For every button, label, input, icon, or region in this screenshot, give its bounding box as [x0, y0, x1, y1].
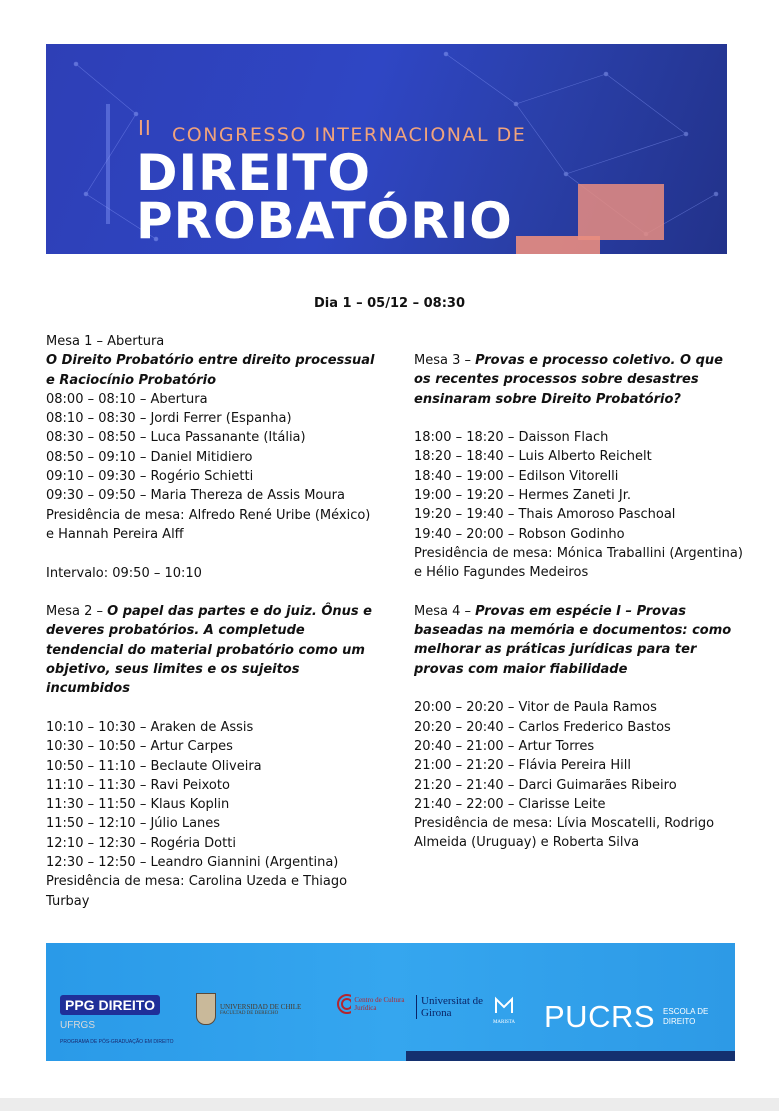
- schedule-line: Intervalo: 09:50 – 10:10: [46, 565, 202, 581]
- banner-title-line1: DIREITO: [136, 144, 371, 202]
- schedule-line: 11:50 – 12:10 – Júlio Lanes: [46, 816, 221, 832]
- session-topic: Provas e processo coletivo. O que os recentes processos sobre desastres ensinaram sobre Direito Probatório?: [414, 353, 723, 407]
- left-schedule-column: [46, 332, 376, 911]
- schedule-line: Presidência de mesa: Mónica Traballini (Argentina) e Hélio Fagundes Medeiros: [414, 545, 743, 581]
- spacer: [46, 699, 376, 718]
- right-schedule-column: [414, 351, 744, 853]
- spacer: [414, 583, 744, 602]
- schedule-line: 09:30 – 09:50 – Maria Thereza de Assis Moura: [46, 488, 345, 504]
- schedule-line: 19:40 – 20:00 – Robson Godinho: [414, 526, 625, 542]
- schedule-line: 20:40 – 21:00 – Artur Torres: [414, 738, 595, 754]
- schedule-line: 12:10 – 12:30 – Rogéria Dotti: [46, 835, 236, 851]
- schedule-line: 19:00 – 19:20 – Hermes Zaneti Jr.: [414, 488, 631, 504]
- session-heading: [414, 602, 744, 679]
- schedule-line: 10:10 – 10:30 – Araken de Assis: [46, 719, 254, 735]
- salmon-square-decoration: [578, 184, 664, 240]
- schedule-line: 11:30 – 11:50 – Klaus Koplin: [46, 797, 230, 813]
- chile-crest-icon: [196, 993, 216, 1025]
- day-heading: Dia 1 – 05/12 – 08:30: [313, 296, 465, 311]
- centro-cultura-juridica-logo: Centro de Cultura Jurídica: [336, 993, 406, 1015]
- sponsors-footer: [46, 943, 735, 1061]
- spacer: [414, 679, 744, 698]
- schedule-line: Presidência de mesa: Carolina Uzeda e Thiago Turbay: [46, 874, 348, 909]
- schedule-line: 11:10 – 11:30 – Ravi Peixoto: [46, 777, 230, 793]
- schedule-line: 09:10 – 09:30 – Rogério Schietti: [46, 469, 254, 485]
- session-topic: Provas em espécie I – Provas baseadas na memória e documentos: como melhorar as práticas jurídicas para ter provas com maior fiabilidade: [414, 603, 732, 677]
- schedule-line: 21:20 – 21:40 – Darci Guimarães Ribeiro: [414, 777, 677, 793]
- schedule-line: 12:30 – 12:50 – Leandro Giannini (Argentina): [46, 855, 339, 871]
- banner-subtitle: CONGRESSO INTERNACIONAL DE: [172, 124, 527, 146]
- edition-number: II: [138, 116, 152, 140]
- schedule-line: 18:00 – 18:20 – Daisson Flach: [414, 430, 609, 446]
- schedule-line: 18:40 – 19:00 – Edilson Vitorelli: [414, 468, 619, 484]
- spacer: [414, 409, 744, 428]
- schedule-line: 20:20 – 20:40 – Carlos Frederico Bastos: [414, 719, 671, 735]
- schedule-line: Presidência de mesa: Alfredo René Uribe (México) e Hannah Pereira Alff: [46, 507, 371, 542]
- session-heading: [414, 351, 744, 409]
- schedule-line: Presidência de mesa: Lívia Moscatelli, Rodrigo Almeida (Uruguay) e Roberta Silva: [414, 816, 715, 851]
- session-heading: [46, 602, 376, 698]
- header-banner: [46, 44, 727, 254]
- schedule-line: 08:00 – 08:10 – Abertura: [46, 391, 208, 407]
- schedule-line: 08:10 – 08:30 – Jordi Ferrer (Espanha): [46, 411, 292, 427]
- session-topic: O papel das partes e do juiz. Ônus e deveres probatórios. A completude tendencial do material probatório como um objetivo, seus limites e os sujeitos incumbidos: [46, 604, 372, 697]
- banner-title-line2: PROBATÓRIO: [136, 192, 513, 250]
- spiral-icon: [336, 993, 351, 1015]
- session-label: Mesa 2 –: [46, 604, 108, 620]
- schedule-line: 18:20 – 18:40 – Luis Alberto Reichelt: [414, 449, 652, 465]
- session-label: Mesa 4 –: [414, 603, 476, 619]
- universidad-de-chile-logo: UNIVERSIDAD DE CHILE FACULTAD DE DERECHO: [196, 993, 326, 1025]
- spacer: [46, 544, 376, 563]
- schedule-line: 08:50 – 09:10 – Daniel Mitidiero: [46, 449, 253, 465]
- salmon-bar-decoration: [516, 236, 600, 254]
- ppg-direito-logo: PPG DIREITO UFRGS PROGRAMA DE PÓS-GRADUAÇÃO EM DIREITO: [60, 997, 174, 1045]
- bottom-strip: [0, 1098, 779, 1111]
- session-topic: O Direito Probatório entre direito processual e Raciocínio Probatório: [46, 353, 375, 388]
- universitat-de-girona-logo: Universitat de Girona: [416, 995, 491, 1019]
- marista-emblem-icon: [492, 993, 516, 1015]
- footer-accent-line: [406, 1051, 735, 1061]
- schedule-line: 21:40 – 22:00 – Clarisse Leite: [414, 796, 606, 812]
- schedule-line: 10:50 – 11:10 – Beclaute Oliveira: [46, 758, 262, 774]
- schedule-line: 21:00 – 21:20 – Flávia Pereira Hill: [414, 758, 632, 774]
- session-label: Mesa 3 –: [414, 353, 476, 368]
- schedule-line: Mesa 1 – Abertura: [46, 334, 165, 349]
- marista-logo: MARISTA: [489, 993, 519, 1025]
- schedule-line: 10:30 – 10:50 – Artur Carpes: [46, 739, 233, 755]
- schedule-line: 20:00 – 20:20 – Vitor de Paula Ramos: [414, 700, 657, 716]
- schedule-line: 19:20 – 19:40 – Thais Amoroso Paschoal: [414, 507, 676, 523]
- pucrs-logo: PUCRS ESCOLA DE DIREITO: [544, 999, 709, 1034]
- spacer: [46, 583, 376, 602]
- schedule-line: 08:30 – 08:50 – Luca Passanante (Itália): [46, 430, 306, 446]
